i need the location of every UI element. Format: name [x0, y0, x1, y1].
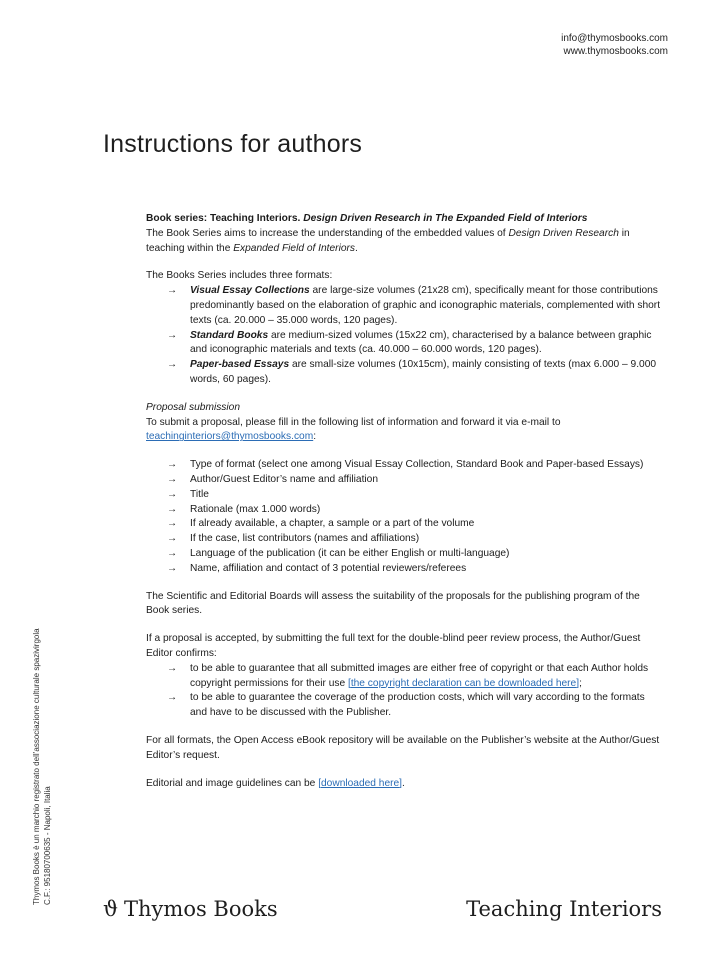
- arrow-icon: →: [167, 503, 178, 515]
- series-aim-text-2: in teaching within the: [146, 227, 630, 254]
- series-aim-emphasis-2: Expanded Field of Interiors: [233, 242, 355, 254]
- format-description: are medium-sized volumes (15x22 cm), characterised by a balance between graphic and iconographic materials and texts (ca. 40.000 – 60.000 words, 120 pages).: [190, 329, 652, 356]
- arrow-icon: →: [167, 285, 178, 297]
- list-item-text: to be able to guarantee the coverage of the production costs, which will vary according to the formats and have to be discussed with the Publisher.: [190, 692, 645, 719]
- acceptance-intro: If a proposal is accepted, by submitting the full text for the double-blind peer review process, the Author/Guest Editor confirms:: [146, 633, 641, 659]
- list-item: [146, 473, 664, 488]
- side-note: [31, 628, 53, 905]
- instructions-body: [146, 212, 664, 791]
- formats-intro: The Books Series includes three formats:: [146, 270, 333, 282]
- list-item: [146, 532, 664, 547]
- list-item-end: ;: [579, 677, 582, 689]
- contact-email-link[interactable]: info@thymosbooks.com: [561, 33, 668, 44]
- list-item: [146, 691, 664, 721]
- proposal-intro-text: To submit a proposal, please fill in the following list of information and forward it via e-mail to: [146, 416, 561, 428]
- proposal-requirements-list: [146, 458, 664, 576]
- arrow-icon: →: [167, 692, 178, 704]
- assessment-paragraph: The Scientific and Editorial Boards will assess the suitability of the proposals for the publishing program of the Book series.: [146, 590, 640, 617]
- list-item: [146, 547, 664, 562]
- list-item-text: to be able to guarantee that all submitted images are either free of copyright or that each Author holds copyright permissions for their use: [190, 662, 649, 689]
- list-item-text: Title: [190, 488, 209, 500]
- arrow-icon: →: [167, 662, 178, 674]
- series-label: Book series: Teaching Interiors.: [146, 213, 301, 224]
- format-description: are small-size volumes (10x15cm), mainly consisting of texts (max 6.000 – 9.000 words, 60 pages).: [190, 359, 657, 385]
- list-item: [146, 562, 664, 577]
- format-name: Standard Books: [190, 329, 269, 341]
- contact-info: [561, 32, 668, 58]
- arrow-icon: →: [167, 329, 178, 341]
- list-item: [146, 488, 664, 503]
- format-description: are large-size volumes (21x28 cm), specifically meant for those contributions predominantly based on the elaboration of graphic and iconographic materials, complemented with short texts (ca. 20.000 – 35.000 words, 120 pages).: [190, 285, 661, 326]
- format-name: Visual Essay Collections: [190, 285, 310, 297]
- series-aim-end: .: [355, 242, 358, 254]
- page-title: Instructions for authors: [103, 130, 363, 158]
- arrow-icon: →: [167, 562, 178, 574]
- acceptance-list: [146, 662, 664, 721]
- arrow-icon: →: [167, 359, 178, 371]
- proposal-email-link[interactable]: teachinginteriors@thymosbooks.com: [146, 431, 314, 443]
- side-note-line: Thymos Books è un marchio registrato dell’associazione culturale spazivirgola: [32, 628, 41, 905]
- list-item-text: If already available, a chapter, a sample or a part of the volume: [190, 518, 475, 530]
- guidelines-paragraph: [146, 777, 664, 792]
- list-item: [146, 662, 664, 692]
- list-item-text: Rationale (max 1.000 words): [190, 503, 321, 515]
- publisher-name: Thymos Books: [124, 897, 278, 921]
- copyright-declaration-link[interactable]: [the copyright declaration can be downloaded here]: [347, 677, 580, 689]
- arrow-icon: →: [167, 518, 178, 530]
- list-item-text: If the case, list contributors (names and affiliations): [190, 533, 420, 545]
- guidelines-end: .: [402, 777, 405, 789]
- format-item: [146, 358, 664, 388]
- arrow-icon: →: [167, 459, 178, 471]
- series-title: Design Driven Research in The Expanded Field of Interiors: [303, 213, 588, 224]
- list-item-text: Language of the publication (it can be either English or multi-language): [190, 547, 510, 559]
- proposal-heading: Proposal submission: [146, 401, 240, 413]
- arrow-icon: →: [167, 533, 178, 545]
- guidelines-text: Editorial and image guidelines can be: [146, 777, 316, 789]
- format-item: [146, 329, 664, 359]
- contact-website-link[interactable]: www.thymosbooks.com: [563, 46, 668, 57]
- format-item: [146, 284, 664, 328]
- guidelines-download-link[interactable]: [downloaded here]: [318, 777, 403, 789]
- list-item-text: Type of format (select one among Visual Essay Collection, Standard Book and Paper-based Essays): [190, 459, 644, 471]
- arrow-icon: →: [167, 547, 178, 559]
- publisher-logo: [103, 897, 278, 921]
- arrow-icon: →: [167, 488, 178, 500]
- thymos-logo-icon: ϑ: [103, 897, 119, 921]
- proposal-intro-end: :: [313, 431, 317, 443]
- list-item: [146, 458, 664, 473]
- side-note-line: C.F.: 95180700635 - Napoli, Italia: [43, 786, 52, 905]
- list-item-text: Author/Guest Editor’s name and affiliation: [190, 473, 379, 485]
- formats-list: [146, 284, 664, 388]
- series-aim-text: The Book Series aims to increase the understanding of the embedded values of: [146, 227, 506, 239]
- arrow-icon: →: [167, 473, 178, 485]
- list-item: [146, 503, 664, 518]
- list-item-text: Name, affiliation and contact of 3 potential reviewers/referees: [190, 562, 467, 574]
- list-item: [146, 517, 664, 532]
- series-name: Teaching Interiors: [466, 897, 662, 921]
- proposal-intro: [146, 416, 664, 446]
- series-aim-emphasis-1: Design Driven Research: [508, 227, 619, 239]
- format-name: Paper-based Essays: [190, 359, 290, 371]
- series-paragraph: [146, 212, 664, 256]
- open-access-paragraph: For all formats, the Open Access eBook repository will be available on the Publisher’s website at the Author/Guest Editor’s request.: [146, 734, 660, 761]
